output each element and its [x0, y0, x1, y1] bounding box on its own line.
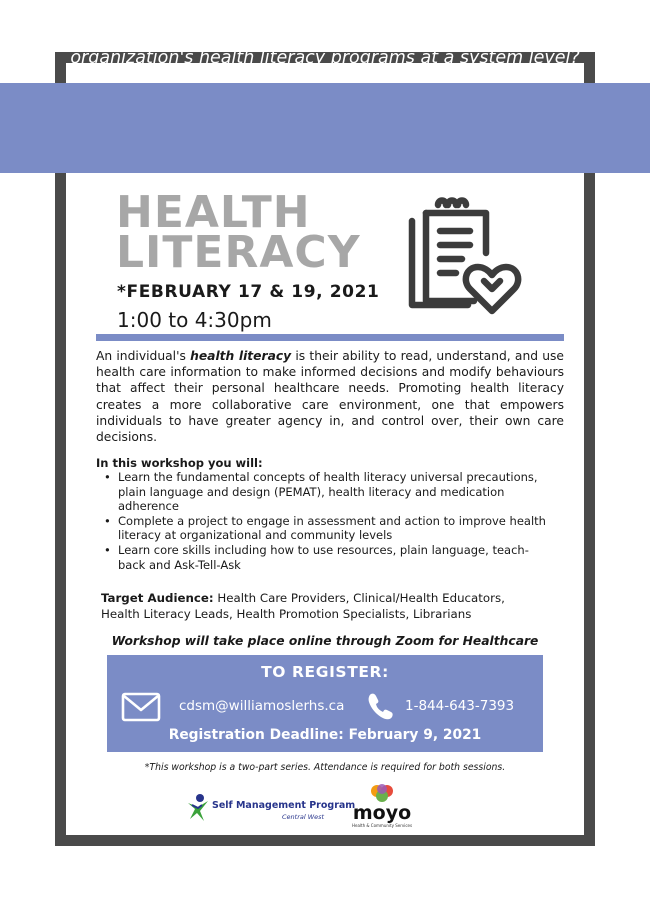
phone-icon	[365, 691, 395, 721]
registration-deadline: Registration Deadline: February 9, 2021	[168, 727, 482, 743]
clipboard-heart-icon	[404, 193, 528, 317]
intro-paragraph	[96, 348, 564, 445]
moyo-name: moyo	[352, 802, 412, 824]
list-item: • Learn core skills including how to use resources, plain language, teach-back and Ask-Tell-Ask	[118, 543, 556, 572]
register-email-link[interactable]: cdsm@williamoslerhs.ca	[179, 698, 345, 714]
page-title	[116, 187, 361, 278]
workshop-time: 1:00 to 4:30pm	[117, 308, 272, 332]
moyo-sub: Health & Community Services	[352, 823, 413, 828]
self-management-program-logo	[186, 793, 356, 825]
register-box	[107, 655, 543, 752]
title-line-1: HEALTH	[116, 187, 311, 238]
footnote: *This workshop is a two-part series. Attendance is required for both sessions.	[144, 762, 506, 773]
zoom-note: Workshop will take place online through Zoom for Healthcare	[111, 634, 539, 648]
title-line-2: LITERACY	[116, 227, 361, 278]
envelope-icon	[121, 692, 161, 722]
audience-text: Health Care Providers, Clinical/Health Educators, Health Literacy Leads, Health Promotion Specialists, Librarians	[101, 591, 505, 621]
workshop-list-heading: In this workshop you will:	[96, 456, 263, 470]
list-item: • Complete a project to engage in assessment and action to improve health literacy at organizational and community levels	[118, 514, 556, 543]
smp-figure-icon	[186, 793, 210, 823]
moyo-flower-icon	[367, 782, 397, 804]
workshop-date: *FEBRUARY 17 & 19, 2021	[117, 282, 380, 302]
register-title: TO REGISTER:	[261, 663, 389, 681]
intro-pre: An individual's	[96, 349, 191, 363]
divider-rule	[96, 334, 564, 341]
register-phone-link[interactable]: 1-844-643-7393	[405, 698, 515, 714]
smp-name: Self Management Program	[212, 800, 356, 811]
intro-post: is their ability to read, understand, and use health care information to make informed decisions and modify behaviours that affect their personal healthcare needs. Promoting health literacy creates a more collaborative care environment, one that empowers individuals to have greater agency in, and control over, their own care decisions.	[96, 349, 564, 445]
banner-text: Are you looking for opportunities to assess your organization's health literacy programs at a system level?	[70, 22, 580, 68]
moyo-logo	[352, 782, 412, 830]
smp-sub: Central West	[282, 813, 325, 821]
target-audience	[101, 590, 541, 622]
list-item: • Learn the fundamental concepts of health literacy universal precautions, plain language and design (PEMAT), health literacy and medication adherence	[118, 470, 556, 514]
workshop-list	[96, 470, 556, 572]
audience-label: Target Audience:	[101, 591, 214, 605]
intro-term: health literacy	[190, 349, 292, 363]
top-banner	[0, 83, 650, 173]
